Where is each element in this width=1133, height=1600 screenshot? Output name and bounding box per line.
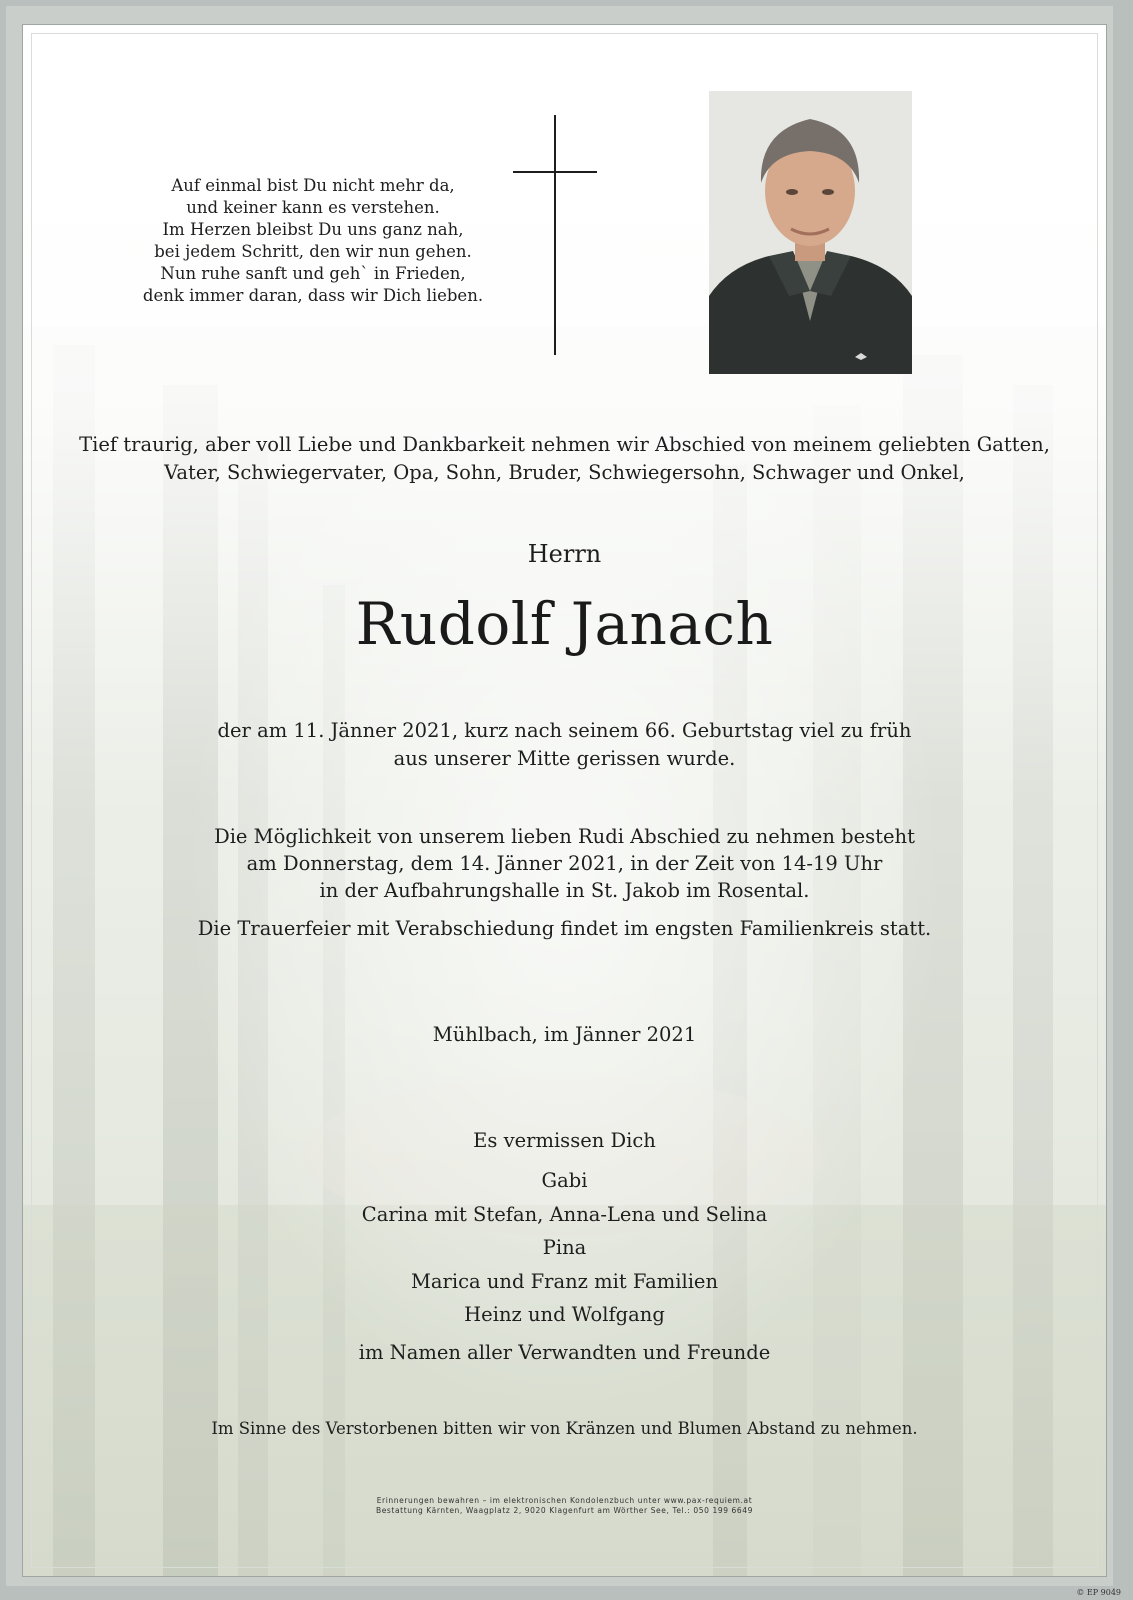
viewing-line: in der Aufbahrungshalle in St. Jakob im Rosental.	[319, 879, 810, 902]
footer-line: Erinnerungen bewahren – im elektronischen Kondolenzbuch unter www.pax-requiem.at	[376, 1496, 753, 1505]
death-notice-line: der am 11. Jänner 2021, kurz nach seinem 66. Geburtstag viel zu früh	[217, 719, 912, 742]
mourners-heading: Es vermissen Dich	[473, 1129, 656, 1152]
mourner: Heinz und Wolfgang	[464, 1303, 665, 1326]
print-code: © EP 9049	[1076, 1588, 1121, 1597]
deceased-name: Rudolf Janach	[355, 590, 774, 658]
poem-line: Auf einmal bist Du nicht mehr da,	[171, 176, 455, 195]
footer-line: Bestattung Kärnten, Waagplatz 2, 9020 Klagenfurt am Wörther See, Tel.: 050 199 6649	[375, 1506, 754, 1515]
poem-line: und keiner kann es verstehen.	[186, 198, 440, 217]
ceremony-info: Die Trauerfeier mit Verabschiedung findet im engsten Familienkreis statt.	[197, 917, 932, 940]
portrait-photo	[709, 91, 912, 374]
mourner: Marica und Franz mit Familien	[410, 1269, 719, 1293]
viewing-info	[23, 823, 1106, 904]
place-date: Mühlbach, im Jänner 2021	[432, 1023, 697, 1046]
footer	[23, 1496, 1106, 1516]
mourner: Gabi	[541, 1169, 588, 1192]
mourner: Carina mit Stefan, Anna-Lena und Selina	[361, 1202, 768, 1226]
poem	[133, 175, 493, 307]
mourners-list	[23, 1164, 1106, 1332]
poem-line: bei jedem Schritt, den wir nun gehen.	[154, 242, 472, 261]
poem-line: Im Herzen bleibst Du uns ganz nah,	[162, 220, 464, 239]
viewing-line: Die Möglichkeit von unserem lieben Rudi Abschied zu nehmen besteht	[214, 825, 915, 848]
obituary-card	[22, 24, 1107, 1577]
poem-line: Nun ruhe sanft und geh` in Frieden,	[160, 264, 466, 283]
intro-text	[23, 431, 1106, 487]
salutation: Herrn	[527, 540, 602, 568]
intro-line: Tief traurig, aber voll Liebe und Dankbarkeit nehmen wir Abschied von meinem geliebten Gatten,	[79, 433, 1050, 456]
death-notice	[23, 717, 1106, 773]
viewing-line: am Donnerstag, dem 14. Jänner 2021, in der Zeit von 14-19 Uhr	[246, 852, 883, 875]
flower-wish: Im Sinne des Verstorbenen bitten wir von Kränzen und Blumen Abstand zu nehmen.	[211, 1419, 918, 1438]
poem-line: denk immer daran, dass wir Dich lieben.	[142, 286, 484, 305]
mourner: Pina	[542, 1236, 587, 1259]
death-notice-line: aus unserer Mitte gerissen wurde.	[393, 747, 736, 770]
cross-icon	[513, 115, 597, 355]
intro-line: Vater, Schwiegervater, Opa, Sohn, Bruder, Schwiegersohn, Schwager und Onkel,	[164, 461, 965, 484]
closing-line: im Namen aller Verwandten und Freunde	[358, 1341, 771, 1364]
